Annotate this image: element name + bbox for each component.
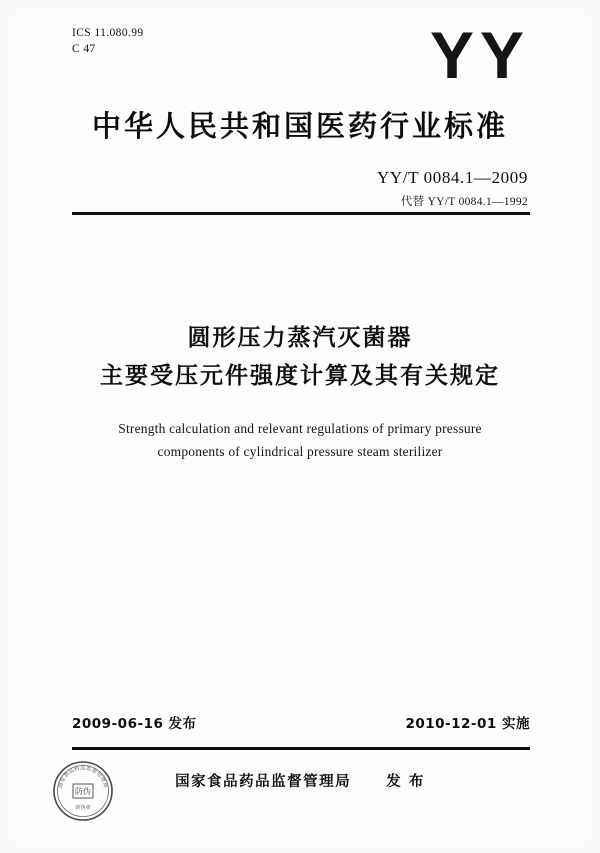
publisher-name: 国家食品药品监督管理局 (175, 774, 352, 790)
document-title-en-line1: Strength calculation and relevant regulations of primary pressure (118, 421, 482, 436)
ccs-code: C 47 (72, 42, 96, 55)
page-title: 中华人民共和国医药行业标准 (91, 109, 508, 143)
replaces-note: 代替 YY/T 0084.1—1992 (400, 196, 528, 208)
ics-code: ICS 11.080.99 (72, 27, 144, 39)
svg-text:国家食品药品监督管理局: 国家食品药品监督管理局 (57, 765, 109, 789)
svg-text:防伪: 防伪 (75, 787, 91, 796)
document-title-en-line2: components of cylindrical pressure steam sterilizer (157, 443, 443, 459)
publish-label: 发 布 (386, 774, 425, 790)
standard-number: YY/T 0084.1—2009 (377, 168, 528, 187)
yy-logo: YY (429, 18, 530, 92)
divider-bottom (72, 747, 530, 750)
ics-classification (72, 26, 144, 57)
document-title-cn (0, 320, 600, 396)
issue-date: 2009-06-16 发布 (72, 716, 197, 732)
divider-top (72, 212, 530, 215)
svg-text:防伪章: 防伪章 (75, 805, 91, 811)
standard-number-block (377, 168, 528, 209)
official-seal-icon (52, 760, 114, 822)
implementation-date: 2010-12-01 实施 (405, 716, 530, 732)
document-title-cn-line2: 主要受压元件强度计算及其有关规定 (100, 362, 500, 389)
document-title-en (0, 418, 600, 464)
document-title-cn-line1: 圆形压力蒸汽灭菌器 (187, 325, 413, 351)
date-row (72, 712, 530, 732)
